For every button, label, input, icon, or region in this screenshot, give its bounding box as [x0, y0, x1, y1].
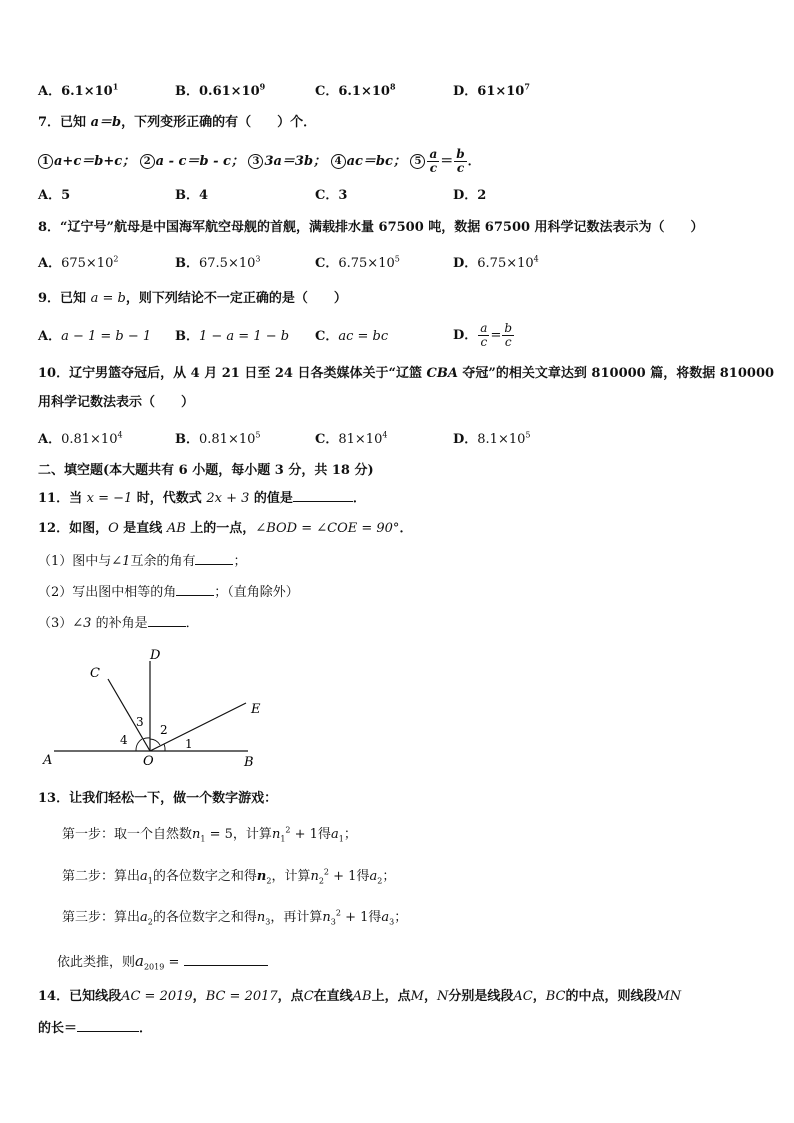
circle-2-icon: 2 [140, 154, 155, 169]
q9-option-b: B．1 − a = 1 − b [175, 329, 290, 344]
q9-option-c: C．ac = bc [315, 329, 389, 344]
answer-blank[interactable] [293, 489, 353, 502]
label-a: A [43, 753, 53, 768]
q12-sub1: （1）图中与∠1互余的角有 ； [38, 554, 247, 569]
q13-stem: 13．让我们轻松一下，做一个数字游戏： [38, 791, 278, 806]
answer-blank[interactable] [176, 583, 214, 596]
angle-label-1: 1 [185, 737, 193, 751]
q8-option-b: B．$67.5\times 10^3$ [175, 254, 261, 271]
angle-label-2: 2 [160, 723, 168, 737]
answer-blank[interactable] [195, 552, 233, 565]
label-e: E [251, 702, 261, 717]
answer-blank[interactable] [148, 614, 186, 627]
label-d: D [150, 648, 161, 663]
q11: 11．当 x = −1 时，代数式 2x + 3 的值是 ． [38, 491, 366, 506]
circle-1-icon: 1 [38, 154, 53, 169]
circle-5-icon: 5 [410, 154, 425, 169]
angle-figure [40, 645, 270, 775]
arc-3 [143, 738, 150, 739]
q7-items: 1 a+c＝b+c； 2 a - c＝b - c； 3 3a＝3b； 4 ac＝bc； 5 $\frac{a}{c}$ ＝ $\frac{b}{c}$ ． [38, 148, 481, 175]
q6-option-a: A．$6.1\times 10^1$ [38, 81, 119, 99]
q13-step1: 第一步：取一个自然数$n_1 = 5$，计算$n_1^2 + 1$得$a_1$； [62, 825, 357, 844]
q6-option-b: B．$0.61\times 10^9$ [175, 81, 266, 99]
q7-option-b: B．4 [175, 188, 209, 203]
arc-4 [136, 739, 142, 751]
angle-label-3: 3 [136, 715, 144, 729]
section-heading: 二、填空题(本大题共有 6 小题，每小题 3 分，共 18 分) [38, 463, 374, 478]
label-b: B [244, 755, 254, 770]
q9-option-a: A．a − 1 = b − 1 [38, 329, 152, 344]
q8-option-d: D．$6.75\times 10^4$ [453, 254, 539, 271]
label-c: C [90, 666, 100, 681]
q9-stem: 9．已知 a = b，则下列结论不一定正确的是（ ） [38, 291, 347, 306]
answer-blank[interactable] [184, 953, 268, 966]
q8-option-c: C．$6.75\times 10^5$ [315, 254, 400, 271]
q10-option-a: A．$0.81\times 10^4$ [38, 430, 123, 447]
circle-4-icon: 4 [331, 154, 346, 169]
angle-label-4: 4 [120, 733, 128, 747]
arc-2 [150, 739, 160, 745]
q13-step2: 第二步：算出$a_1$的各位数字之和得$n_2$，计算$n_2^2 + 1$得$a_2$； [62, 867, 396, 886]
q8-option-a: A．$675\times 10^2$ [38, 254, 119, 271]
q12-stem: 12．如图，O 是直线 AB 上的一点，∠BOD = ∠COE = 90°． [38, 521, 413, 536]
answer-blank[interactable] [77, 1019, 139, 1032]
q13-last: 依此类推，则$a_{2019}$ = [57, 952, 268, 972]
q10-option-c: C．$81\times 10^4$ [315, 430, 388, 447]
q13-step3: 第三步：算出$a_2$的各位数字之和得$n_3$，再计算$n_3^2 + 1$得$a_3$； [62, 908, 408, 927]
q7-option-d: D．2 [453, 188, 487, 203]
q12-sub2: （2）写出图中相等的角 ；（直角除外） [38, 585, 299, 600]
q6-option-d: D．$61\times 10^7$ [453, 81, 530, 99]
ray-oc [108, 679, 150, 751]
q10-stem-line1: 10．辽宁男篮夺冠后，从 4 月 21 日至 24 日各类媒体关于“辽篮 CBA 夺冠”的相关文章达到 810000 篇，将数据 810000 [38, 366, 775, 381]
q7-option-c: C．3 [315, 188, 348, 203]
label-o: O [143, 754, 154, 769]
q8-stem: 8．“辽宁号”航母是中国海军航空母舰的首舰，满载排水量 67500 吨，数据 67500 用科学记数法表示为（ ） [38, 220, 704, 235]
q10-stem-line2: 用科学记数法表示（ ） [38, 395, 195, 410]
q7-stem: 7．已知 a＝b，下列变形正确的有（ ）个． [38, 115, 317, 130]
q10-option-d: D．$8.1\times 10^5$ [453, 430, 531, 447]
circle-3-icon: 3 [248, 154, 263, 169]
q10-option-b: B．$0.81\times 10^5$ [175, 430, 261, 447]
q9-option-d: D． $\frac{a}{c}$ = $\frac{b}{c}$ [453, 321, 513, 349]
q7-option-a: A．5 [38, 188, 71, 203]
q12-sub3: （3）∠3 的补角是 ． [38, 616, 199, 631]
q14-line2: 的长＝ ． [38, 1021, 153, 1036]
arc-1 [164, 744, 165, 751]
q6-option-c: C．$6.1\times 10^8$ [315, 81, 396, 99]
q14-line1: 14．已知线段AC = 2019，BC = 2017，点C在直线AB上，点M，N分别是线段AC，BC的中点，则线段MN [38, 989, 682, 1004]
